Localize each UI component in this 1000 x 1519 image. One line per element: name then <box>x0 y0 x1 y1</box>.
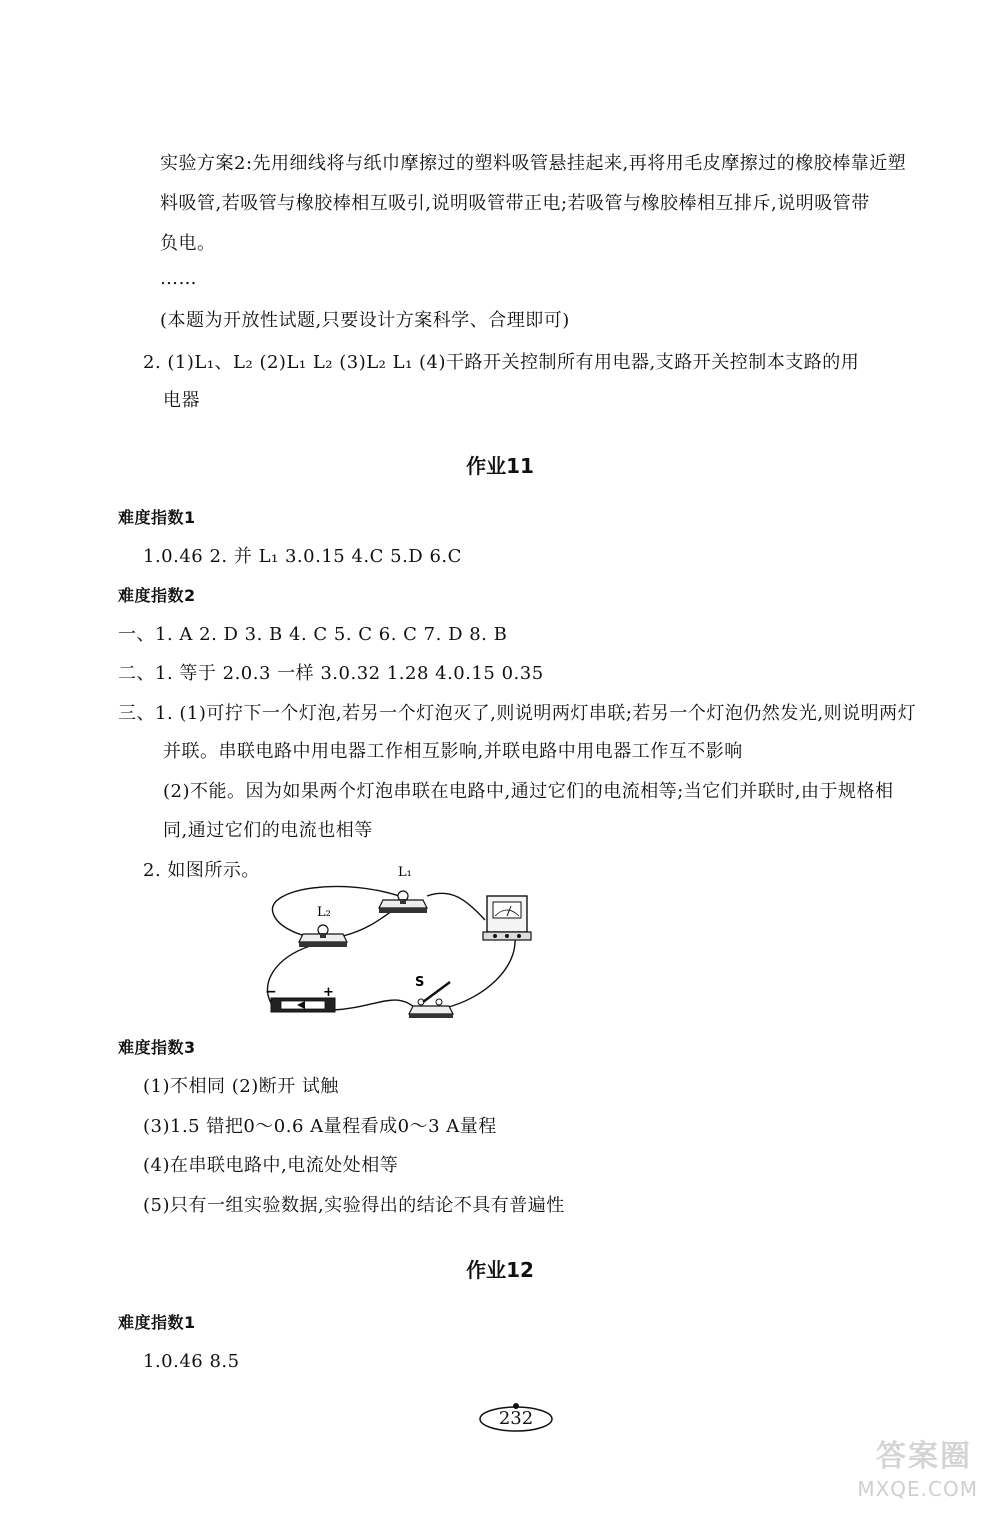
difficulty-heading: 难度指数1 <box>118 1313 196 1332</box>
answer-line: 并联。串联电路中用电器工作相互影响,并联电路中用电器工作互不影响 <box>163 741 743 762</box>
answer-line: 1.0.46 8.5 <box>143 1351 240 1372</box>
page-number-text: 232 <box>498 1408 534 1429</box>
watermark-text: MXQE.COM <box>857 1477 978 1501</box>
section-title: 作业12 <box>466 1258 534 1282</box>
lamp-l1-icon <box>379 891 427 913</box>
answer-line: (5)只有一组实验数据,实验得出的结论不具有普遍性 <box>143 1195 565 1216</box>
label-l1: L₁ <box>398 865 412 880</box>
answer-line: 二、1. 等于 2.0.3 一样 3.0.32 1.28 4.0.15 0.35 <box>118 663 544 684</box>
text-line: 实验方案2:先用细线将与纸巾摩擦过的塑料吸管悬挂起来,再将用毛皮摩擦过的橡胶棒靠近塑 <box>160 153 907 174</box>
label-l2: L₂ <box>317 905 331 920</box>
wire <box>427 893 485 920</box>
text-line: 电器 <box>163 390 200 411</box>
answer-line: 2. 如图所示。 <box>143 860 260 881</box>
label-switch: S <box>415 975 425 990</box>
ammeter-icon <box>483 896 531 940</box>
watermark <box>818 1431 978 1501</box>
watermark-logo: 答案圈 <box>876 1439 972 1474</box>
label-minus: − <box>265 984 277 1000</box>
answer-line: 同,通过它们的电流也相等 <box>163 820 373 841</box>
answer-line: 三、1. (1)可拧下一个灯泡,若另一个灯泡灭了,则说明两灯串联;若另一个灯泡仍然发光,则说明两灯 <box>118 703 917 724</box>
answer-line: (4)在串联电路中,电流处处相等 <box>143 1155 399 1176</box>
answer-line: (2)不能。因为如果两个灯泡串联在电路中,通过它们的电流相等;当它们并联时,由于规格相 <box>163 781 894 802</box>
wire <box>333 1000 415 1010</box>
text-line: (本题为开放性试题,只要设计方案科学、合理即可) <box>160 310 570 331</box>
text-line: 料吸管,若吸管与橡胶棒相互吸引,说明吸管带正电;若吸管与橡胶棒相互排斥,说明吸管带 <box>160 193 870 214</box>
page-number <box>476 1402 556 1434</box>
text-line: …… <box>160 268 197 289</box>
text-line: 负电。 <box>160 233 216 254</box>
wire <box>445 938 515 1008</box>
answer-line: (1)不相同 (2)断开 试触 <box>143 1076 339 1097</box>
circuit-diagram <box>255 858 555 1023</box>
section-title: 作业11 <box>466 454 534 478</box>
answer-line: 1.0.46 2. 并 L₁ 3.0.15 4.C 5.D 6.C <box>143 546 462 567</box>
difficulty-heading: 难度指数2 <box>118 586 196 605</box>
battery-icon <box>271 998 335 1012</box>
answer-line: 一、1. A 2. D 3. B 4. C 5. C 6. C 7. D 8. B <box>118 624 508 645</box>
difficulty-heading: 难度指数3 <box>118 1038 196 1057</box>
answer-line: (3)1.5 错把0～0.6 A量程看成0～3 A量程 <box>143 1116 497 1137</box>
difficulty-heading: 难度指数1 <box>118 508 196 527</box>
lamp-l2-icon <box>299 925 347 947</box>
label-plus: + <box>323 985 334 1000</box>
text-line: 2. (1)L₁、L₂ (2)L₁ L₂ (3)L₂ L₁ (4)干路开关控制所有用电器,支路开关控制本支路的用 <box>143 352 860 373</box>
